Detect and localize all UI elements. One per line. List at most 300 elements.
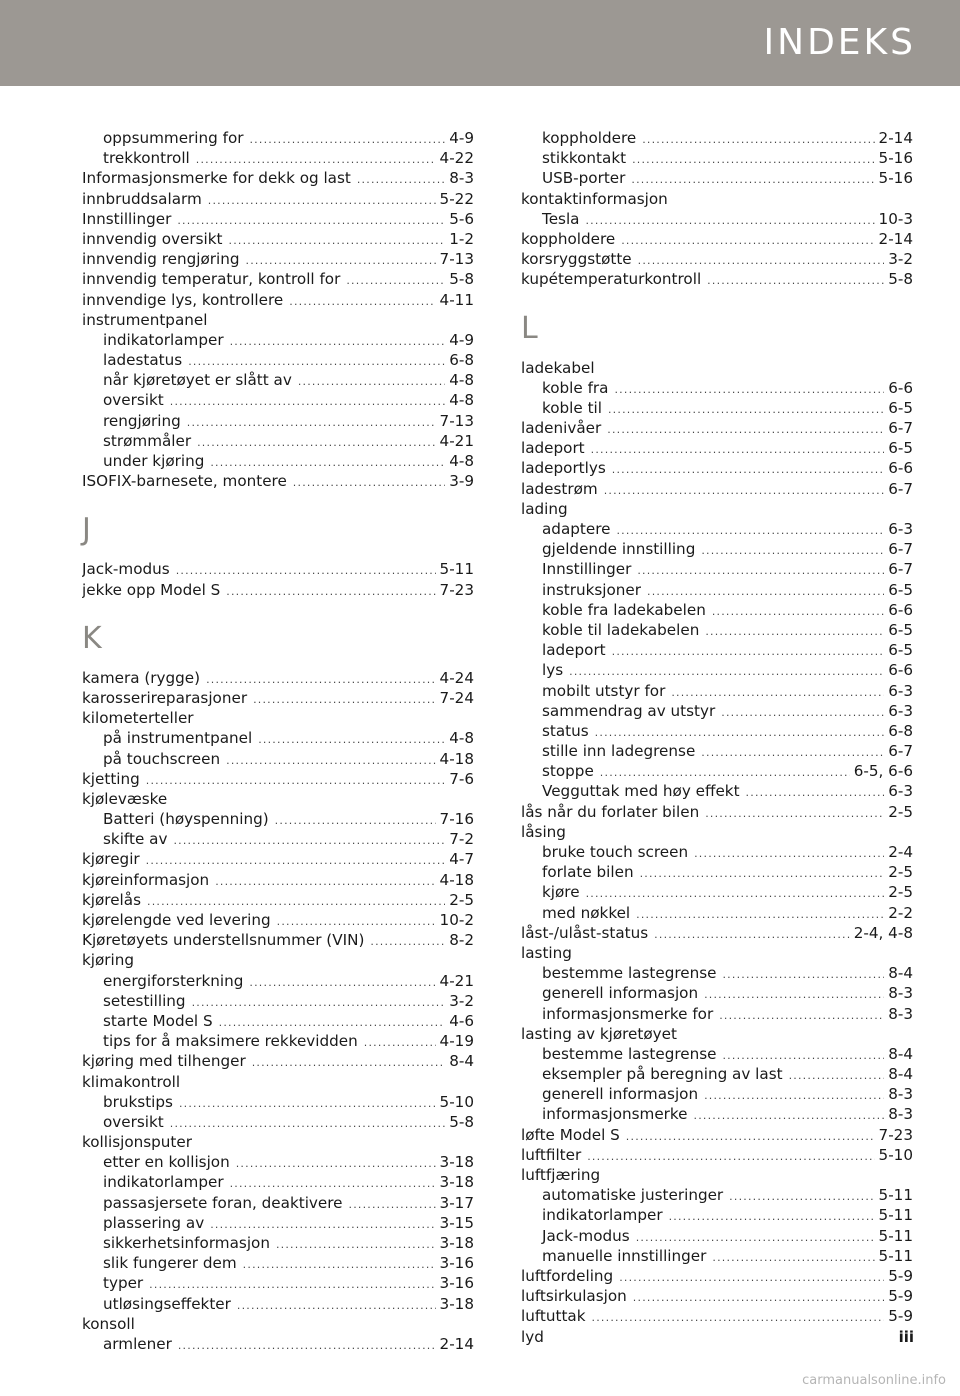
entry-page-ref: 3-16 <box>439 1274 474 1293</box>
index-subentry <box>521 378 913 398</box>
entry-page-ref: 6-5 <box>888 580 913 599</box>
entry-term: Innstillinger <box>82 209 172 228</box>
dot-leader <box>187 413 436 431</box>
entry-term: luftuttak <box>521 1307 586 1326</box>
entry-term: Jack-modus <box>542 1226 630 1245</box>
entry-term: USB-porter <box>542 169 626 188</box>
dot-leader <box>258 730 445 748</box>
dot-leader <box>669 1207 875 1225</box>
entry-page-ref: 6-7 <box>888 479 913 498</box>
index-subentry <box>521 1084 913 1104</box>
dot-leader <box>196 150 436 168</box>
dot-leader <box>252 1053 445 1071</box>
entry-page-ref: 3-9 <box>449 472 474 491</box>
entry-term: med nøkkel <box>542 903 631 922</box>
entry-page-ref: 5-11 <box>878 1246 913 1265</box>
entry-term: lasting av kjøretøyet <box>521 1024 677 1043</box>
entry-term: innvendig oversikt <box>82 229 223 248</box>
index-entry <box>82 708 474 728</box>
entry-page-ref: 3-2 <box>449 991 474 1010</box>
index-entry <box>521 189 913 209</box>
entry-page-ref: 4-6 <box>449 1011 474 1030</box>
entry-term: bestemme lastegrense <box>542 964 717 983</box>
index-subentry <box>82 1334 474 1354</box>
entry-page-ref: 4-19 <box>439 1032 474 1051</box>
dot-leader <box>179 1094 436 1112</box>
entry-page-ref: 6-7 <box>888 540 913 559</box>
entry-page-ref: 6-3 <box>888 701 913 720</box>
entry-page-ref: 7-24 <box>439 688 474 707</box>
entry-page-ref: 7-13 <box>439 411 474 430</box>
entry-term: generell informasjon <box>542 984 699 1003</box>
dot-leader <box>170 1114 445 1132</box>
entry-page-ref: 6-3 <box>888 520 913 538</box>
dot-leader <box>704 985 884 1003</box>
dot-leader <box>638 251 885 269</box>
dot-leader <box>654 925 850 943</box>
entry-page-ref: 6-6 <box>888 661 913 680</box>
entry-page-ref: 2-14 <box>878 229 913 248</box>
dot-leader <box>293 473 445 491</box>
index-entry <box>82 668 474 688</box>
entry-page-ref: 5-6 <box>449 209 474 228</box>
entry-term: sammendrag av utstyr <box>542 701 716 720</box>
entry-term: luftsirkulasjon <box>521 1287 627 1306</box>
dot-leader <box>619 1268 884 1286</box>
index-entry <box>82 168 474 188</box>
entry-page-ref: 6-5, 6-6 <box>853 762 913 781</box>
entry-page-ref: 3-16 <box>439 1254 474 1273</box>
dot-leader <box>147 892 445 910</box>
dot-leader <box>607 420 884 438</box>
index-entry <box>521 1306 913 1326</box>
entry-term: lyd <box>521 1327 544 1346</box>
entry-page-ref: 5-8 <box>449 270 474 289</box>
entry-page-ref: 5-16 <box>878 149 913 168</box>
entry-page-ref: 6-8 <box>888 721 913 740</box>
entry-page-ref: 3-18 <box>439 1153 474 1172</box>
index-entry <box>521 822 913 842</box>
entry-page-ref: 4-21 <box>439 431 474 450</box>
index-entry <box>82 910 474 930</box>
entry-term: typer <box>103 1274 144 1293</box>
index-subentry <box>521 209 913 229</box>
entry-page-ref: 7-16 <box>439 810 474 829</box>
entry-page-ref: 3-18 <box>439 1294 474 1313</box>
index-entry <box>82 1132 474 1152</box>
entry-page-ref: 4-9 <box>449 129 474 147</box>
entry-page-ref: 6-7 <box>888 742 913 761</box>
entry-page-ref: 6-5 <box>888 620 913 639</box>
dot-leader <box>721 703 884 721</box>
entry-page-ref: 5-16 <box>878 169 913 188</box>
entry-term: luftfilter <box>521 1145 582 1164</box>
entry-term: gjeldende innstilling <box>542 540 696 559</box>
index-entry <box>521 1125 913 1145</box>
entry-page-ref: 5-9 <box>888 1287 913 1306</box>
entry-term: automatiske justeringer <box>542 1186 724 1205</box>
dot-leader <box>640 864 885 882</box>
index-subentry <box>521 721 913 741</box>
entry-page-ref: 4-8 <box>449 729 474 748</box>
index-subentry <box>82 991 474 1011</box>
index-subentry <box>521 681 913 701</box>
entry-page-ref: 3-15 <box>439 1213 474 1232</box>
entry-term: tips for å maksimere rekkevidden <box>103 1032 358 1051</box>
index-subentry <box>82 1112 474 1132</box>
dot-leader <box>671 683 884 701</box>
index-subentry <box>521 128 913 148</box>
entry-term: bestemme lastegrense <box>542 1044 717 1063</box>
entry-term: instruksjoner <box>542 580 642 599</box>
index-subentry <box>521 1104 913 1124</box>
dot-leader <box>604 481 884 499</box>
entry-term: kjøregir <box>82 850 140 869</box>
index-subentry <box>82 829 474 849</box>
dot-leader <box>595 723 885 741</box>
dot-leader <box>722 1046 884 1064</box>
entry-term: strømmåler <box>103 431 192 450</box>
index-entry <box>521 358 913 378</box>
entry-page-ref: 7-13 <box>439 250 474 269</box>
entry-term: koble fra <box>542 378 609 397</box>
entry-page-ref: 8-4 <box>888 1044 913 1063</box>
index-subentry <box>521 983 913 1003</box>
index-subentry <box>82 809 474 829</box>
entry-term: kollisjonsputer <box>82 1133 192 1152</box>
dot-leader <box>357 170 445 188</box>
entry-page-ref: 2-5 <box>449 890 474 909</box>
entry-term: konsoll <box>82 1314 135 1333</box>
entry-term: kjetting <box>82 769 140 788</box>
entry-term: når kjøretøyet er slått av <box>103 371 292 390</box>
entry-page-ref: 6-7 <box>888 560 913 579</box>
dot-leader <box>636 1228 875 1246</box>
index-entry <box>521 479 913 499</box>
index-subentry <box>82 1213 474 1233</box>
entry-page-ref: 8-4 <box>449 1052 474 1071</box>
dot-leader <box>729 1187 874 1205</box>
index-subentry <box>82 1253 474 1273</box>
dot-leader <box>722 965 884 983</box>
entry-term: stoppe <box>542 762 594 781</box>
dot-leader <box>637 561 884 579</box>
index-subentry <box>82 749 474 769</box>
index-entry <box>82 580 474 600</box>
entry-term: generell informasjon <box>542 1085 699 1104</box>
index-subentry <box>521 862 913 882</box>
index-subentry <box>521 1226 913 1246</box>
index-subentry <box>82 1294 474 1314</box>
entry-page-ref: 8-3 <box>888 984 913 1003</box>
page-header <box>0 0 960 86</box>
index-entry <box>82 471 474 491</box>
dot-leader <box>176 561 436 579</box>
entry-term: på instrumentpanel <box>103 729 253 748</box>
index-entry <box>82 229 474 249</box>
index-entry <box>521 269 913 289</box>
index-entry <box>82 890 474 910</box>
index-subentry <box>521 842 913 862</box>
dot-leader <box>229 231 446 249</box>
dot-leader <box>642 130 874 148</box>
index-subentry <box>82 451 474 471</box>
entry-term: informasjonsmerke for <box>542 1004 714 1023</box>
entry-term: rengjøring <box>103 411 181 430</box>
dot-leader <box>789 1066 885 1084</box>
entry-term: kjøring <box>82 951 135 970</box>
dot-leader <box>592 1308 885 1326</box>
dot-leader <box>249 973 435 991</box>
index-subentry <box>521 761 913 781</box>
index-subentry <box>82 330 474 350</box>
index-entry <box>82 269 474 289</box>
index-subentry <box>521 1064 913 1084</box>
entry-page-ref: 8-3 <box>888 1004 913 1023</box>
dot-leader <box>149 1275 435 1293</box>
dot-leader <box>614 380 884 398</box>
entry-page-ref: 6-3 <box>888 782 913 801</box>
entry-page-ref: 5-9 <box>888 1307 913 1326</box>
index-entry <box>521 229 913 249</box>
dot-leader <box>346 271 445 289</box>
dot-leader <box>177 211 445 229</box>
index-entry <box>82 950 474 970</box>
dot-leader <box>631 170 874 188</box>
index-entry <box>82 930 474 950</box>
entry-term: kjøring med tilhenger <box>82 1052 246 1071</box>
index-subentry <box>82 148 474 168</box>
index-subentry <box>521 168 913 188</box>
dot-leader <box>226 582 435 600</box>
entry-term: låst-/ulåst-status <box>521 923 649 942</box>
entry-page-ref: 7-23 <box>878 1125 913 1144</box>
entry-page-ref: 4-8 <box>449 452 474 470</box>
dot-leader <box>626 1127 875 1145</box>
index-subentry <box>521 903 913 923</box>
index-subentry <box>82 411 474 431</box>
entry-page-ref: 4-18 <box>439 870 474 889</box>
index-subentry <box>82 431 474 451</box>
entry-page-ref: 6-3 <box>888 681 913 700</box>
index-subentry <box>521 741 913 761</box>
index-entry <box>82 209 474 229</box>
entry-term: karosserireparasjoner <box>82 688 248 707</box>
entry-term: kjølevæske <box>82 789 168 808</box>
dot-leader <box>719 1006 884 1024</box>
dot-leader <box>170 392 445 410</box>
dot-leader <box>230 1174 436 1192</box>
entry-page-ref: 5-22 <box>439 189 474 208</box>
entry-term: korsryggstøtte <box>521 250 632 269</box>
index-entry <box>521 943 913 963</box>
index-subentry <box>82 350 474 370</box>
entry-term: innbruddsalarm <box>82 189 202 208</box>
entry-term: koppholdere <box>542 129 637 147</box>
index-entry <box>82 559 474 579</box>
dot-leader <box>210 1215 435 1233</box>
entry-term: kontaktinformasjon <box>521 189 668 208</box>
dot-leader <box>249 130 445 148</box>
dot-leader <box>632 150 874 168</box>
index-entry <box>82 249 474 269</box>
entry-page-ref: 2-4, 4-8 <box>853 923 913 942</box>
index-subentry <box>82 390 474 410</box>
index-subentry <box>521 559 913 579</box>
entry-page-ref: 8-2 <box>449 931 474 950</box>
index-entry <box>82 769 474 789</box>
entry-term: luftfjæring <box>521 1166 601 1184</box>
dot-leader <box>585 211 874 229</box>
entry-term: sikkerhetsinformasjon <box>103 1234 270 1252</box>
entry-term: ladeport <box>542 641 606 660</box>
dot-leader <box>707 271 884 289</box>
dot-leader <box>569 662 884 680</box>
entry-page-ref: 4-24 <box>439 668 474 687</box>
entry-term: skifte av <box>103 830 168 849</box>
entry-term: kamera (rygge) <box>82 668 201 687</box>
entry-term: låsing <box>521 822 566 841</box>
entry-page-ref: 6-7 <box>888 419 913 438</box>
page-title: INDEKS <box>763 22 916 63</box>
dot-leader <box>230 332 446 350</box>
dot-leader <box>277 912 436 930</box>
dot-leader <box>253 690 435 708</box>
dot-leader <box>636 905 884 923</box>
index-entry <box>82 870 474 890</box>
entry-term: Batteri (høyspenning) <box>103 810 269 829</box>
dot-leader <box>364 1033 436 1051</box>
entry-term: informasjonsmerke <box>542 1105 688 1124</box>
entry-term: oversikt <box>103 1112 164 1131</box>
entry-page-ref: 4-7 <box>449 850 474 869</box>
entry-term: manuelle innstillinger <box>542 1246 707 1265</box>
dot-leader <box>746 783 885 801</box>
entry-term: setestilling <box>103 991 186 1010</box>
entry-term: instrumentpanel <box>82 310 208 329</box>
index-subentry <box>82 1172 474 1192</box>
entry-term: Vegguttak med høy effekt <box>542 782 740 801</box>
index-entry <box>521 458 913 478</box>
dot-leader <box>712 602 884 620</box>
dot-leader <box>694 844 884 862</box>
page-number: iii <box>898 1328 914 1346</box>
dot-leader <box>192 993 446 1011</box>
dot-leader <box>146 771 445 789</box>
entry-term: starte Model S <box>103 1011 213 1030</box>
entry-page-ref: 10-2 <box>439 911 474 929</box>
index-subentry <box>521 1004 913 1024</box>
dot-leader <box>705 622 884 640</box>
entry-page-ref: 5-8 <box>888 270 913 289</box>
dot-leader <box>219 1013 446 1031</box>
entry-term: lading <box>521 499 568 518</box>
index-subentry <box>521 963 913 983</box>
entry-term: jekke opp Model S <box>82 580 221 599</box>
entry-page-ref: 5-10 <box>878 1145 913 1164</box>
dot-leader <box>246 251 436 269</box>
entry-page-ref: 7-23 <box>439 580 474 599</box>
dot-leader <box>586 884 885 902</box>
index-column-left <box>82 128 474 1354</box>
entry-term: luftfordeling <box>521 1266 614 1285</box>
index-subentry <box>82 971 474 991</box>
index-entry <box>521 499 913 519</box>
dot-leader <box>712 1248 874 1266</box>
index-subentry <box>521 1205 913 1225</box>
entry-page-ref: 4-22 <box>439 149 474 168</box>
entry-page-ref: 7-6 <box>449 769 474 788</box>
index-subentry <box>521 1185 913 1205</box>
index-entry <box>521 802 913 822</box>
entry-page-ref: 4-8 <box>449 391 474 410</box>
dot-leader <box>647 582 884 600</box>
dot-leader <box>275 811 436 829</box>
entry-page-ref: 4-8 <box>449 371 474 390</box>
entry-page-ref: 6-5 <box>888 641 913 660</box>
section-letter: K <box>82 620 102 656</box>
entry-term: Innstillinger <box>542 560 632 579</box>
entry-term: koble fra ladekabelen <box>542 600 706 619</box>
entry-page-ref: 2-14 <box>439 1334 474 1353</box>
entry-page-ref: 8-3 <box>888 1105 913 1124</box>
entry-page-ref: 3-18 <box>439 1234 474 1252</box>
dot-leader <box>600 763 850 781</box>
entry-term: forlate bilen <box>542 863 634 882</box>
entry-term: indikatorlamper <box>103 330 224 349</box>
index-subentry <box>521 1044 913 1064</box>
entry-page-ref: 2-4 <box>888 843 913 861</box>
index-subentry <box>521 580 913 600</box>
index-entry <box>521 1327 913 1347</box>
entry-term: brukstips <box>103 1092 173 1111</box>
entry-page-ref: 2-5 <box>888 802 913 821</box>
index-entry <box>82 290 474 310</box>
entry-page-ref: 5-9 <box>888 1266 913 1285</box>
dot-leader <box>210 453 445 471</box>
entry-term: lys <box>542 661 564 680</box>
dot-leader <box>226 751 435 769</box>
entry-term: passasjersete foran, deaktivere <box>103 1193 343 1212</box>
dot-leader <box>298 372 445 390</box>
dot-leader <box>633 1288 884 1306</box>
dot-leader <box>215 872 435 890</box>
dot-leader <box>197 433 435 451</box>
index-entry <box>82 789 474 809</box>
section-letter: J <box>82 512 91 548</box>
index-subentry <box>521 148 913 168</box>
entry-term: energiforsterkning <box>103 971 244 990</box>
entry-term: Tesla <box>542 209 580 228</box>
entry-term: stikkontakt <box>542 149 627 168</box>
entry-page-ref: 7-2 <box>449 830 474 849</box>
dot-leader <box>188 352 445 370</box>
index-subentry <box>82 728 474 748</box>
index-subentry <box>521 640 913 660</box>
entry-term: på touchscreen <box>103 749 221 768</box>
index-subentry <box>82 128 474 148</box>
entry-page-ref: 10-3 <box>878 209 913 228</box>
entry-page-ref: 3-17 <box>439 1193 474 1212</box>
entry-page-ref: 8-3 <box>888 1085 913 1104</box>
dot-leader <box>146 851 446 869</box>
entry-page-ref: 3-2 <box>888 250 913 269</box>
entry-page-ref: 5-11 <box>878 1226 913 1245</box>
dot-leader <box>370 932 445 950</box>
index-subentry <box>82 1092 474 1112</box>
entry-term: koppholdere <box>521 229 616 248</box>
entry-term: bruke touch screen <box>542 843 689 861</box>
